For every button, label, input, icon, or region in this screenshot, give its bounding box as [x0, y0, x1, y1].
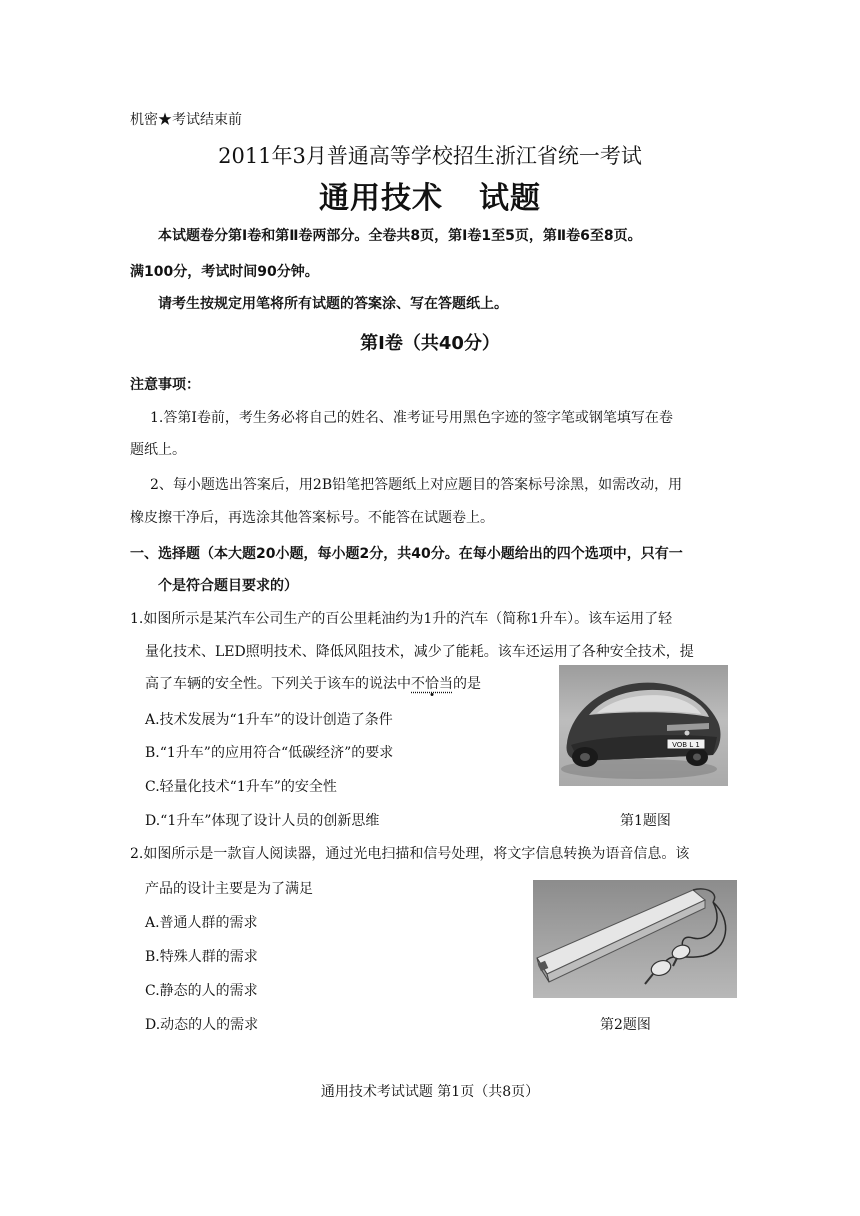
car-illustration: [559, 665, 728, 786]
exam-title: 2011年3月普通高等学校招生浙江省统一考试: [218, 144, 642, 168]
q1-option-a[interactable]: A.技术发展为“1升车”的设计创造了条件: [145, 712, 393, 728]
subject-title-part1: 通用技术: [319, 181, 443, 216]
q2-figure-caption: 第2题图: [600, 1017, 651, 1033]
car-photo: [559, 665, 728, 786]
volume-title: 第Ⅰ卷（共40分）: [360, 333, 500, 354]
intro-line-2: 满100分，考试时间90分钟。: [130, 264, 319, 280]
q1-stem-pre: 高了车辆的安全性。下列关于该车的说法中: [145, 676, 411, 692]
q1-stem-line-c: [145, 673, 481, 693]
q1-option-c[interactable]: C.轻量化技术“1升车”的安全性: [145, 779, 337, 795]
q1-option-b[interactable]: B.“1升车”的应用符合“低碳经济”的要求: [145, 745, 394, 761]
subject-title-part2: 试题: [479, 181, 541, 216]
notice-1-line-b: 题纸上。: [130, 442, 186, 458]
q2-option-d[interactable]: D.动态的人的需求: [145, 1017, 259, 1033]
reader-illustration: [533, 880, 737, 998]
q2-option-c[interactable]: C.静态的人的需求: [145, 983, 258, 999]
q2-stem-line-b: 产品的设计主要是为了满足: [145, 881, 313, 897]
q1-stem-post: 的是: [453, 676, 481, 692]
intro-line-1: 本试题卷分第Ⅰ卷和第Ⅱ卷两部分。全卷共8页，第Ⅰ卷1至5页，第Ⅱ卷6至8页。: [158, 228, 642, 244]
q1-stem-emphasis: 不恰当: [411, 676, 453, 692]
subject-title: [0, 173, 860, 217]
page-footer: 通用技术考试试题 第1页（共8页）: [320, 1084, 540, 1100]
confidential-mark: 机密★考试结束前: [130, 112, 242, 128]
q1-figure-caption: 第1题图: [620, 813, 671, 829]
blind-reader-photo: [533, 880, 737, 998]
q2-option-b[interactable]: B.特殊人群的需求: [145, 949, 258, 965]
q1-stem-line-b: 量化技术、LED照明技术、降低风阻技术，减少了能耗。该车还运用了各种安全技术，提: [145, 644, 694, 660]
intro-line-3: 请考生按规定用笔将所有试题的答案涂、写在答题纸上。: [158, 296, 508, 312]
q2-stem-line-a: 2.如图所示是一款盲人阅读器，通过光电扫描和信号处理，将文字信息转换为语音信息。该: [130, 846, 690, 862]
q1-option-d[interactable]: D.“1升车”体现了设计人员的创新思维: [145, 813, 380, 829]
section-heading-line-b: 个是符合题目要求的）: [158, 578, 298, 594]
q1-stem-line-a: 1.如图所示是某汽车公司生产的百公里耗油约为1升的汽车（简称1升车）。该车运用了轻: [130, 611, 673, 627]
license-plate-text: VOB L 1: [672, 741, 700, 749]
notice-heading: 注意事项：: [130, 377, 200, 393]
notice-1-line-a: 1.答第Ⅰ卷前，考生务必将自己的姓名、准考证号用黑色字迹的签字笔或钢笔填写在卷: [150, 410, 673, 426]
notice-2-line-a: 2、每小题选出答案后，用2B铅笔把答题纸上对应题目的答案标号涂黑，如需改动，用: [150, 477, 683, 493]
q2-option-a[interactable]: A.普通人群的需求: [145, 915, 258, 931]
section-heading-line-a: 一、选择题（本大题20小题，每小题2分，共40分。在每小题给出的四个选项中，只有一: [130, 546, 683, 562]
notice-2-line-b: 橡皮擦干净后，再选涂其他答案标号。不能答在试题卷上。: [130, 510, 494, 526]
